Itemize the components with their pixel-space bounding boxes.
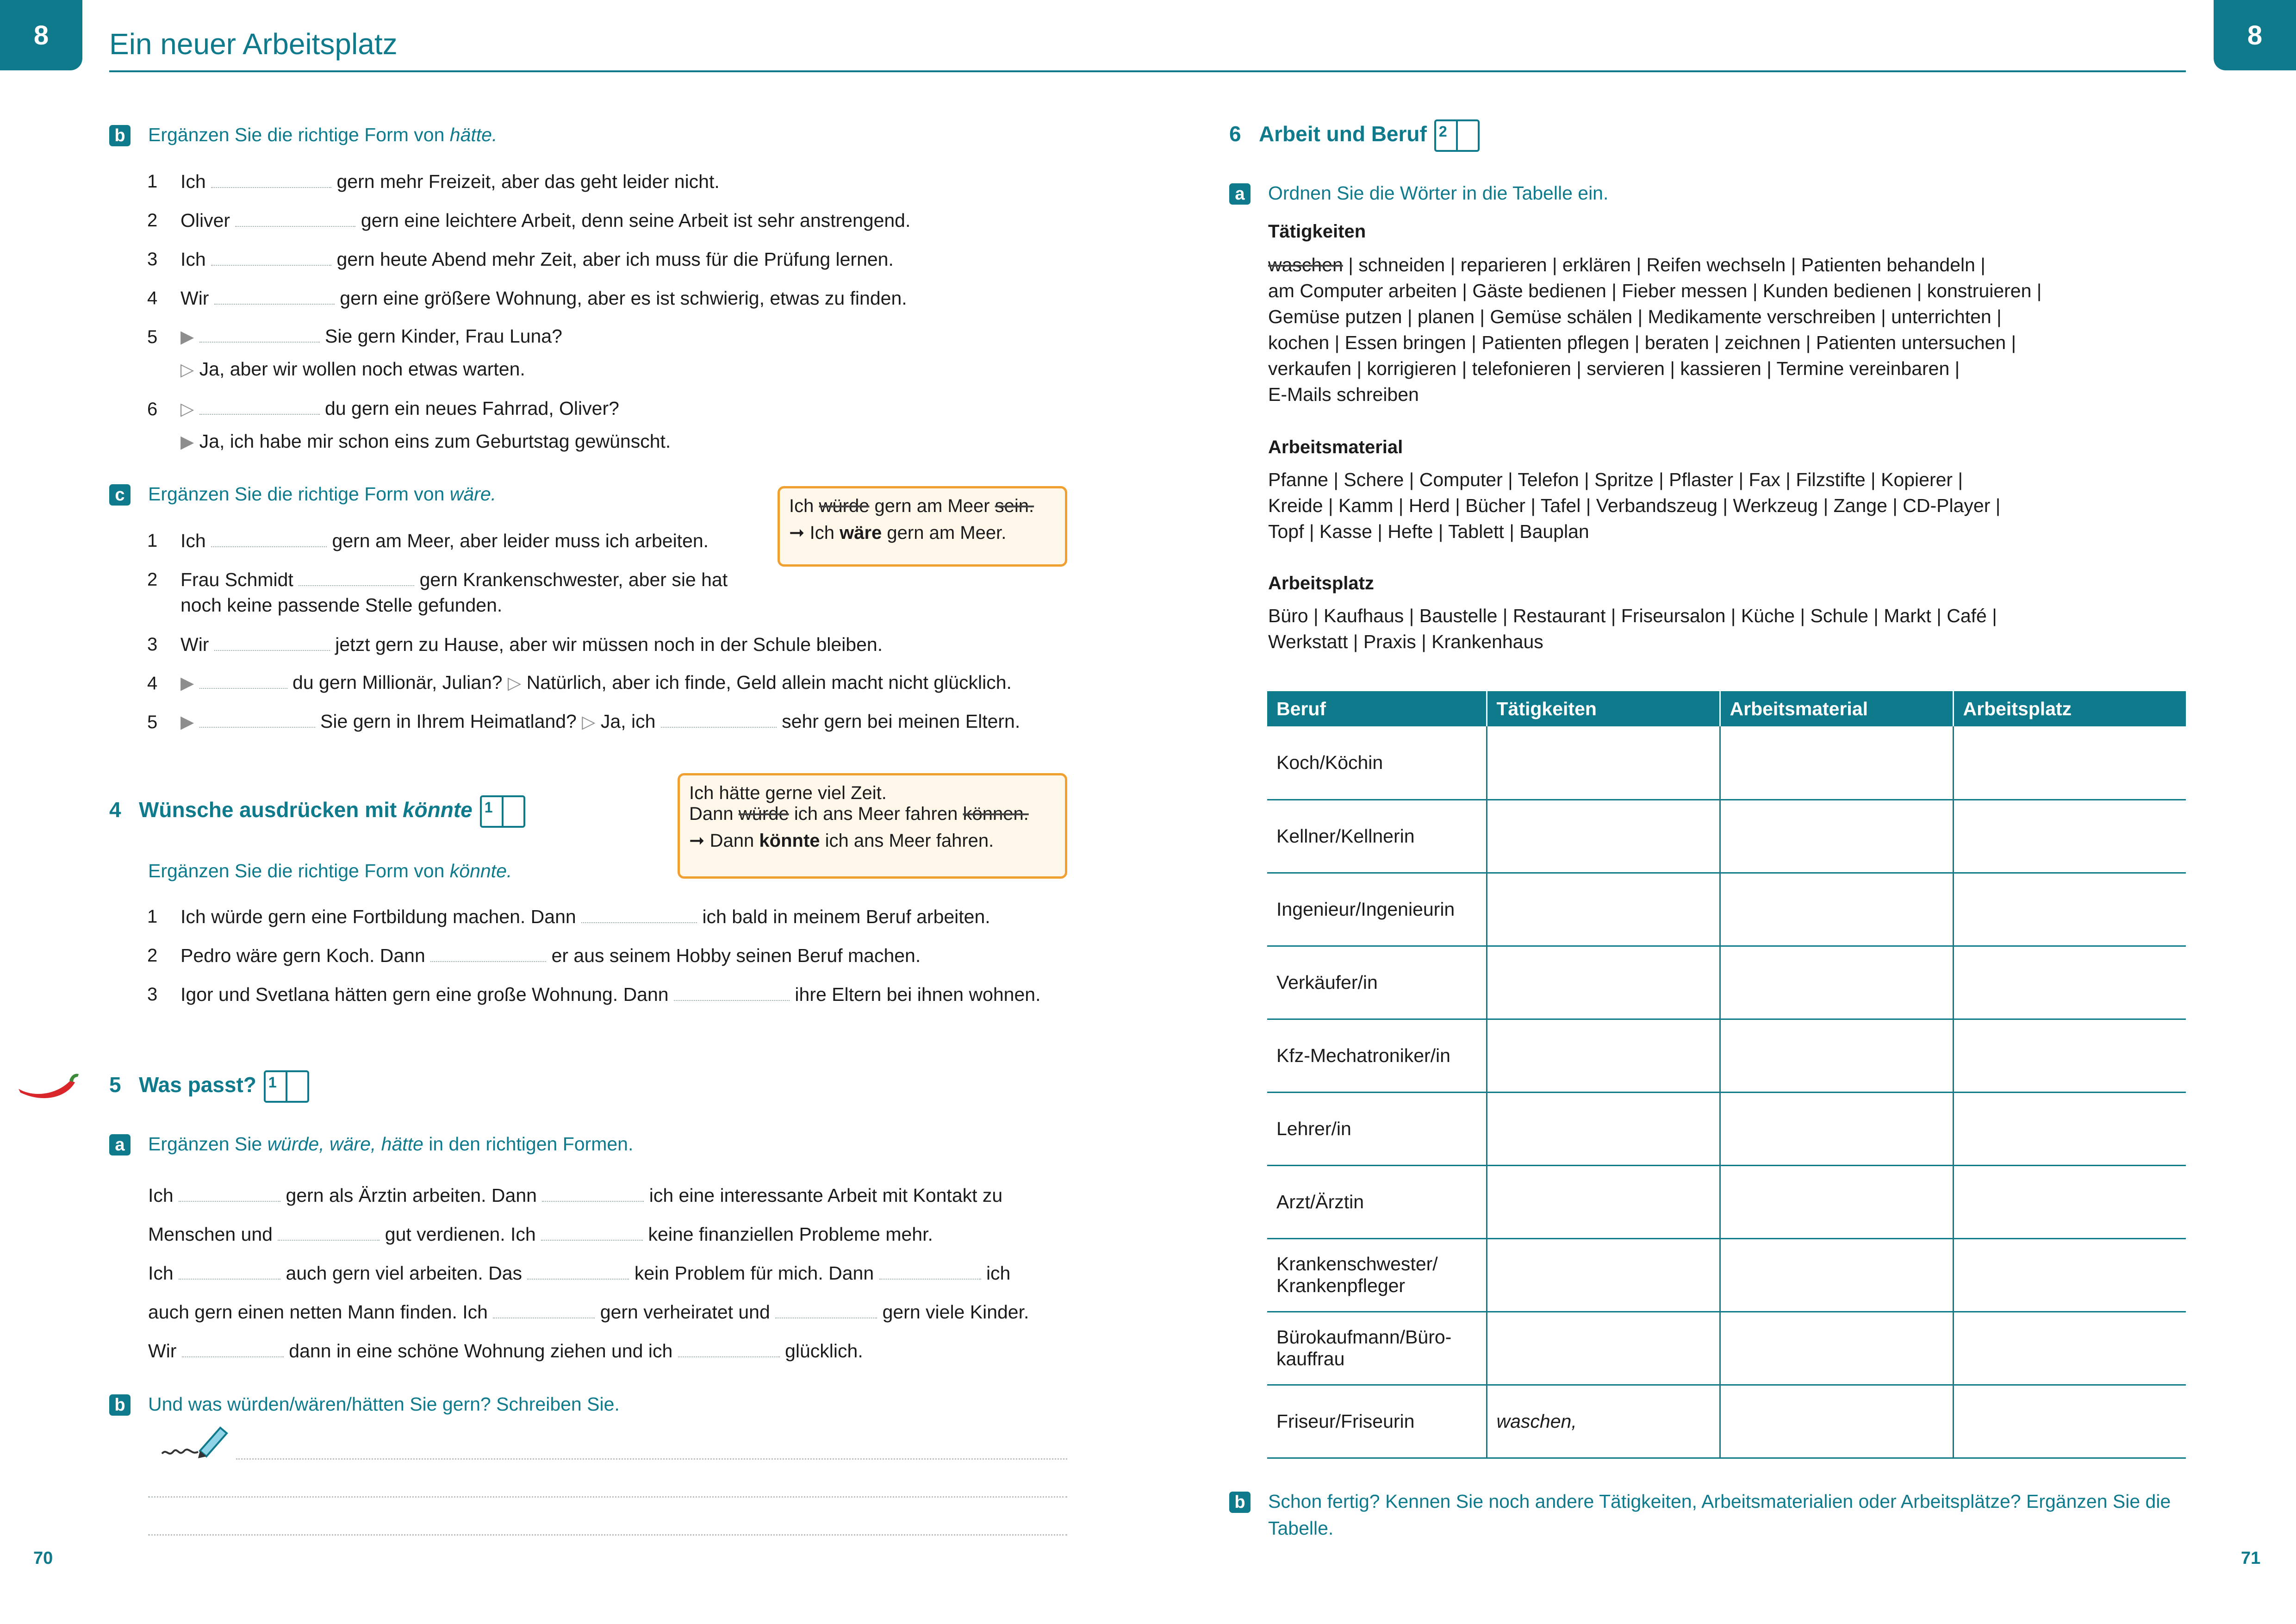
exercise-line: Wir jetzt gern zu Hause, aber wir müssen noch in der Schule bleiben.	[180, 634, 883, 655]
arrow-right-icon: ➞	[689, 831, 705, 851]
triangle-arrow-icon: ▷	[180, 400, 194, 419]
table-row	[1267, 1312, 2186, 1385]
heading-taetigkeiten: Tätigkeiten	[1268, 221, 1366, 242]
answer-gap[interactable]	[199, 397, 320, 415]
reply-line: ▷ Ja, aber wir wollen noch etwas warten.	[180, 358, 525, 380]
exercise-line: ▶ du gern Millionär, Julian? ▷ Natürlich, aber ich finde, Geld allein macht nicht glücklich.	[180, 672, 1012, 693]
table-row	[1267, 726, 2186, 800]
page-number-left: 70	[33, 1549, 53, 1568]
header-rule	[109, 70, 2186, 72]
answer-gap[interactable]	[214, 287, 335, 305]
answer-cell[interactable]	[1720, 1165, 1953, 1238]
answer-cell[interactable]	[1720, 726, 1953, 800]
arrow-right-icon: ➞	[789, 523, 805, 543]
item-number: 1	[147, 171, 158, 192]
answer-gap[interactable]	[179, 1262, 280, 1280]
book-icon: 1	[264, 1070, 309, 1103]
answer-gap[interactable]	[542, 1184, 644, 1202]
section-tag-a: a	[1229, 183, 1251, 205]
table-row	[1267, 800, 2186, 873]
exercise-line-cont: noch keine passende Stelle gefunden.	[180, 594, 503, 616]
answer-gap[interactable]	[581, 906, 697, 923]
answer-cell[interactable]	[1487, 873, 1720, 946]
answer-gap[interactable]	[214, 633, 330, 651]
exercise-line: Ich würde gern eine Fortbildung machen. Dann ich bald in meinem Beruf arbeiten.	[180, 906, 990, 927]
answer-gap[interactable]	[775, 1301, 877, 1318]
triangle-arrow-icon: ▶	[180, 674, 194, 693]
exercise-line: auch gern einen netten Mann finden. Ich gern verheiratet und gern viele Kinder.	[148, 1301, 1029, 1323]
answer-gap[interactable]	[527, 1262, 629, 1280]
writing-line[interactable]	[236, 1458, 1067, 1460]
item-number: 6	[147, 399, 158, 419]
answer-gap[interactable]	[299, 568, 414, 586]
column-header: Beruf	[1267, 691, 1487, 726]
item-number: 3	[147, 249, 158, 269]
exercise-line: Ich gern heute Abend mehr Zeit, aber ich muss für die Prüfung lernen.	[180, 249, 894, 270]
instruction-6b: Schon fertig? Kennen Sie noch andere Tätigkeiten, Arbeitsmaterialien oder Arbeitsplätze? Ergänzen Sie die	[1268, 1491, 2171, 1512]
instruction-c: Ergänzen Sie die richtige Form von wäre.	[148, 483, 497, 505]
writing-line[interactable]	[148, 1496, 1067, 1498]
table-header-row	[1267, 691, 2186, 726]
book-icon: 2	[1434, 119, 1480, 152]
table-row	[1267, 1019, 2186, 1092]
exercise-line: Wir dann in eine schöne Wohnung ziehen und ich glücklich.	[148, 1340, 863, 1362]
beruf-cell: Friseur/Friseurin	[1267, 1385, 1487, 1458]
chapter-number-left: 8	[0, 0, 82, 70]
section-tag-b: b	[109, 1394, 131, 1416]
item-number: 5	[147, 712, 158, 732]
answer-cell[interactable]	[1720, 1019, 1953, 1092]
answer-cell[interactable]: waschen,	[1487, 1385, 1720, 1458]
triangle-arrow-icon: ▶	[180, 432, 194, 452]
answer-gap[interactable]	[674, 983, 790, 1001]
answer-cell[interactable]	[1487, 1238, 1720, 1312]
beruf-cell: Lehrer/in	[1267, 1092, 1487, 1165]
exercise-line: Frau Schmidt gern Krankenschwester, aber sie hat	[180, 569, 728, 590]
item-number: 2	[147, 945, 158, 966]
answer-cell[interactable]	[1487, 1019, 1720, 1092]
grammar-note-waere: Ich würde gern am Meer sein. ➞ Ich wäre gern am Meer.	[778, 486, 1067, 567]
beruf-cell: Kfz-Mechatroniker/in	[1267, 1019, 1487, 1092]
answer-cell[interactable]	[1953, 1312, 2186, 1385]
answer-cell[interactable]	[1487, 1312, 1720, 1385]
exercise-line: Ich gern am Meer, aber leider muss ich arbeiten.	[180, 530, 709, 551]
writing-line[interactable]	[148, 1534, 1067, 1536]
answer-gap[interactable]	[235, 209, 355, 227]
exercise-line: ▶ Sie gern Kinder, Frau Luna?	[180, 325, 562, 347]
table-row	[1267, 1238, 2186, 1312]
answer-cell[interactable]	[1487, 1092, 1720, 1165]
exercise-line: ▶ Sie gern in Ihrem Heimatland? ▷ Ja, ich sehr gern bei meinen Eltern.	[180, 711, 1020, 732]
beruf-cell: Verkäufer/in	[1267, 946, 1487, 1019]
triangle-arrow-icon: ▷	[582, 712, 596, 732]
exercise-line: Ich gern mehr Freizeit, aber das geht leider nicht.	[180, 171, 720, 192]
answer-gap[interactable]	[430, 944, 546, 962]
exercise-line: ▷ du gern ein neues Fahrrad, Oliver?	[180, 398, 619, 419]
answer-gap[interactable]	[182, 1340, 284, 1357]
chapter-number-right: 8	[2214, 0, 2296, 70]
reply-line: ▶ Ja, ich habe mir schon eins zum Geburtstag gewünscht.	[180, 431, 671, 452]
beruf-cell: Krankenschwester/ Krankenpfleger	[1267, 1238, 1487, 1312]
answer-cell[interactable]	[1953, 726, 2186, 800]
instruction-5a: Ergänzen Sie würde, wäre, hätte in den richtigen Formen.	[148, 1133, 634, 1155]
answer-gap[interactable]	[661, 710, 777, 728]
beruf-cell: Bürokaufmann/Büro- kauffrau	[1267, 1312, 1487, 1385]
instruction-b: Ergänzen Sie die richtige Form von hätte.	[148, 124, 498, 145]
section-tag-b: b	[1229, 1492, 1251, 1513]
grammar-note-koennte: Ich hätte gerne viel Zeit. Dann würde ich ans Meer fahren können. ➞ Dann könnte ich ans Meer fahren.	[678, 773, 1067, 879]
answer-gap[interactable]	[211, 170, 331, 188]
section-tag-c: c	[109, 484, 131, 506]
chili-icon	[16, 1070, 81, 1103]
job-table	[1267, 691, 2186, 1459]
item-number: 3	[147, 634, 158, 655]
column-header: Arbeitsplatz	[1953, 691, 2186, 726]
column-header: Tätigkeiten	[1487, 691, 1720, 726]
section-tag-b: b	[109, 125, 131, 146]
answer-gap[interactable]	[278, 1223, 380, 1241]
answer-gap[interactable]	[199, 671, 287, 689]
exercise-line: Pedro wäre gern Koch. Dann er aus seinem Hobby seinen Beruf machen.	[180, 945, 921, 966]
beruf-cell: Arzt/Ärztin	[1267, 1165, 1487, 1238]
triangle-arrow-icon: ▶	[180, 327, 194, 347]
exercise-line: Ich gern als Ärztin arbeiten. Dann ich eine interessante Arbeit mit Kontakt zu	[148, 1185, 1003, 1206]
item-number: 1	[147, 906, 158, 927]
answer-gap[interactable]	[493, 1301, 595, 1318]
wordlist-arbeitsplatz: Büro | Kaufhaus | Baustelle | Restaurant | Friseursalon | Küche | Schule | Markt | Café | Werkstatt | Praxis | Krankenhaus	[1268, 605, 1997, 652]
heading-arbeitsplatz: Arbeitsplatz	[1268, 573, 1374, 593]
answer-cell[interactable]	[1953, 1092, 2186, 1165]
answer-gap[interactable]	[541, 1223, 643, 1241]
answer-gap[interactable]	[199, 710, 315, 728]
item-number: 4	[147, 288, 158, 308]
answer-cell[interactable]	[1953, 800, 2186, 873]
section-tag-a: a	[109, 1134, 131, 1156]
page-title: Ein neuer Arbeitsplatz	[109, 27, 398, 61]
instruction-6b-cont: Tabelle.	[1268, 1518, 1334, 1539]
answer-cell[interactable]	[1487, 946, 1720, 1019]
answer-cell[interactable]	[1953, 1385, 2186, 1458]
table-row	[1267, 946, 2186, 1019]
instruction-5b: Und was würden/wären/hätten Sie gern? Schreiben Sie.	[148, 1393, 620, 1415]
answer-cell[interactable]	[1720, 1238, 1953, 1312]
answer-gap[interactable]	[211, 248, 331, 266]
beruf-cell: Koch/Köchin	[1267, 726, 1487, 800]
answer-cell[interactable]	[1720, 946, 1953, 1019]
answer-cell[interactable]	[1487, 1165, 1720, 1238]
answer-cell[interactable]	[1953, 1238, 2186, 1312]
exercise-5-heading: 5 Was passt? 1	[109, 1070, 309, 1103]
exercise-4-heading: 4 Wünsche ausdrücken mit könnte 1	[109, 795, 525, 828]
table-row	[1267, 1165, 2186, 1238]
exercise-line: Wir gern eine größere Wohnung, aber es ist schwierig, etwas zu finden.	[180, 287, 907, 309]
answer-cell[interactable]	[1720, 1092, 1953, 1165]
item-number: 3	[147, 984, 158, 1005]
pen-icon	[160, 1421, 230, 1461]
table-row	[1267, 1385, 2186, 1458]
answer-cell[interactable]	[1720, 873, 1953, 946]
beruf-cell: Ingenieur/Ingenieurin	[1267, 873, 1487, 946]
item-number: 4	[147, 673, 158, 693]
exercise-6-heading: 6 Arbeit und Beruf 2	[1229, 119, 1480, 152]
answer-gap[interactable]	[179, 1184, 280, 1202]
column-header: Arbeitsmaterial	[1720, 691, 1953, 726]
table-row	[1267, 873, 2186, 946]
item-number: 2	[147, 210, 158, 231]
answer-cell[interactable]	[1720, 1385, 1953, 1458]
answer-gap[interactable]	[879, 1262, 981, 1280]
answer-cell[interactable]	[1953, 1019, 2186, 1092]
triangle-arrow-icon: ▶	[180, 712, 194, 732]
answer-gap[interactable]	[211, 530, 327, 547]
page-number-right: 71	[2241, 1549, 2261, 1568]
answer-cell[interactable]	[1720, 800, 1953, 873]
wordlist-taetigkeiten: waschen | schneiden | reparieren | erklären | Reifen wechseln | Patienten behandeln | am Computer arbeiten | Gäste bedienen | Fieber messen | Kunden bedienen | konstruieren | Gemüse putzen | planen | Gemüse schälen | Medikamente verschreiben | unterrichten | kochen | Essen bringen | Patienten pflegen | beraten | zeichnen | Patienten untersuchen | verkaufen | korrigieren | telefonieren | servieren | kassieren | Termine vereinbaren | E-Mails schreiben	[1268, 254, 2042, 405]
heading-arbeitsmaterial: Arbeitsmaterial	[1268, 437, 1403, 457]
answer-gap[interactable]	[678, 1340, 780, 1357]
instruction-6a: Ordnen Sie die Wörter in die Tabelle ein.	[1268, 182, 1609, 204]
table-row	[1267, 1092, 2186, 1165]
triangle-arrow-icon: ▷	[180, 360, 194, 380]
answer-cell[interactable]	[1487, 726, 1720, 800]
item-number: 1	[147, 531, 158, 551]
exercise-line: Igor und Svetlana hätten gern eine große Wohnung. Dann ihre Eltern bei ihnen wohnen.	[180, 984, 1041, 1005]
answer-cell[interactable]	[1953, 873, 2186, 946]
beruf-cell: Kellner/Kellnerin	[1267, 800, 1487, 873]
answer-cell[interactable]	[1487, 800, 1720, 873]
answer-cell[interactable]	[1953, 1165, 2186, 1238]
book-icon: 1	[480, 795, 525, 828]
answer-gap[interactable]	[199, 325, 320, 343]
item-number: 2	[147, 569, 158, 590]
answer-cell[interactable]	[1953, 946, 2186, 1019]
instruction-4: Ergänzen Sie die richtige Form von könnte.	[148, 860, 512, 881]
wordlist-arbeitsmaterial: Pfanne | Schere | Computer | Telefon | Spritze | Pflaster | Fax | Filzstifte | Kopierer | Kreide | Kamm | Herd | Bücher | Tafel | Verbandszeug | Werkzeug | Zange | CD-Player | Topf | Kasse | Hefte | Tablett | Bauplan	[1268, 469, 2001, 542]
exercise-line: Ich auch gern viel arbeiten. Das kein Problem für mich. Dann ich	[148, 1262, 1011, 1284]
exercise-line: Oliver gern eine leichtere Arbeit, denn seine Arbeit ist sehr anstrengend.	[180, 210, 911, 231]
item-number: 5	[147, 327, 158, 347]
triangle-arrow-icon: ▷	[508, 674, 522, 693]
answer-cell[interactable]	[1720, 1312, 1953, 1385]
exercise-line: Menschen und gut verdienen. Ich keine finanziellen Probleme mehr.	[148, 1224, 933, 1245]
